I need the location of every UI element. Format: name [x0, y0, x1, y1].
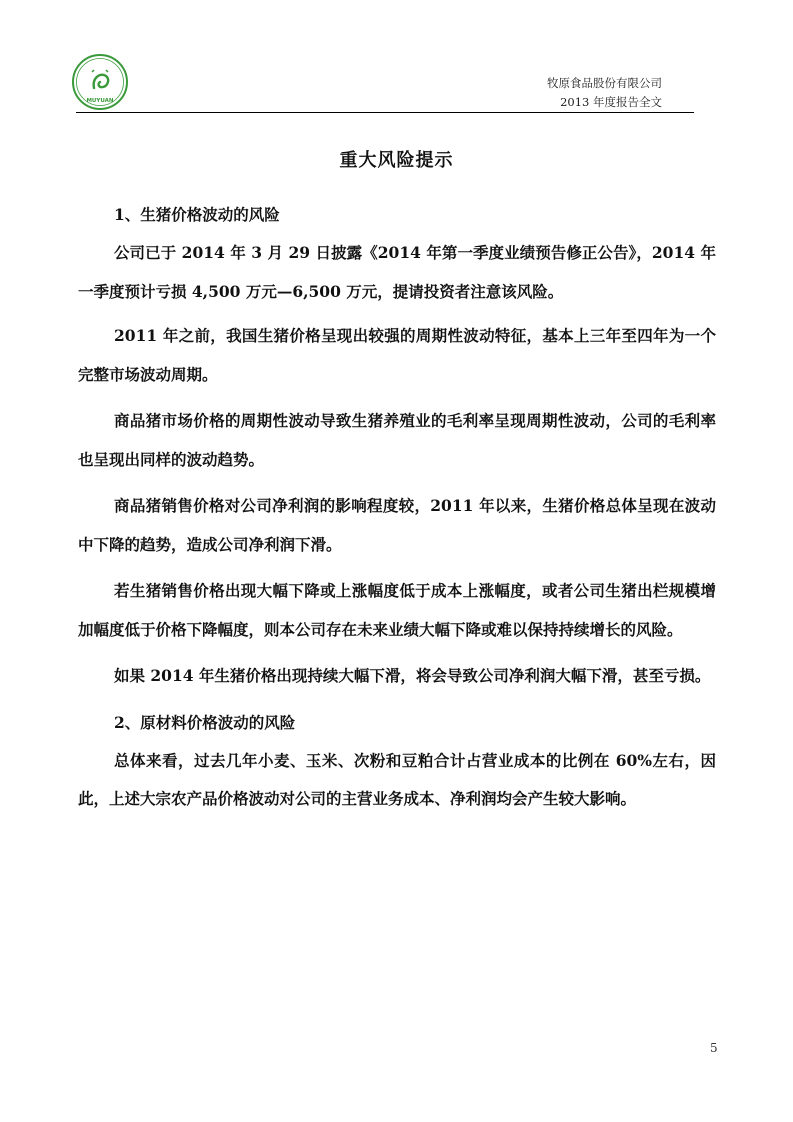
paragraph: 总体来看，过去几年小麦、玉米、次粉和豆粕合计占营业成本的比例在 60%左右，因此，上述大宗农产品价格波动对公司的主营业务成本、净利润均会产生较大影响。 [78, 750, 716, 808]
page-title: 重大风险提示 [339, 150, 454, 171]
paragraph: 商品猪销售价格对公司净利润的影响程度较，2011 年以来，生猪价格总体呈现在波动中下降的趋势，造成公司净利润下滑。 [78, 496, 716, 554]
paragraph: 如果 2014 年生猪价格出现持续大幅下滑，将会导致公司净利润大幅下滑，甚至亏损。 [114, 666, 711, 685]
company-name: 牧原食品股份有限公司 [547, 76, 662, 90]
paragraph: 商品猪市场价格的周期性波动导致生猪养殖业的毛利率呈现周期性波动，公司的毛利率也呈现出同样的波动趋势。 [78, 411, 716, 469]
muyuan-logo [70, 52, 130, 112]
muyuan-logo-icon [70, 52, 130, 112]
header-divider [76, 112, 694, 113]
report-name: 2013 年度报告全文 [560, 95, 662, 109]
logo-wordmark: MUYUAN [86, 98, 114, 104]
section-heading: 1、生猪价格波动的风险 [114, 205, 280, 224]
paragraph: 2011 年之前，我国生猪价格呈现出较强的周期性波动特征，基本上三年至四年为一个完整市场波动周期。 [78, 326, 716, 384]
page-number: 5 [710, 1041, 718, 1055]
section-raw-material-risk [78, 704, 716, 819]
section-heading: 2、原材料价格波动的风险 [114, 712, 296, 732]
document-body [78, 196, 716, 827]
paragraph: 公司已于 2014 年 3 月 29 日披露《2014 年第一季度业绩预告修正公告》，2014 年一季度预计亏损 4,500 万元—6,500 万元，提请投资者注意该风险。 [78, 243, 716, 301]
running-header [547, 74, 662, 112]
paragraph: 若生猪销售价格出现大幅下降或上涨幅度低于成本上涨幅度，或者公司生猪出栏规模增加幅度低于价格下降幅度，则本公司存在未来业绩大幅下降或难以保持持续增长的风险。 [78, 581, 716, 639]
section-pig-price-risk [78, 196, 716, 696]
